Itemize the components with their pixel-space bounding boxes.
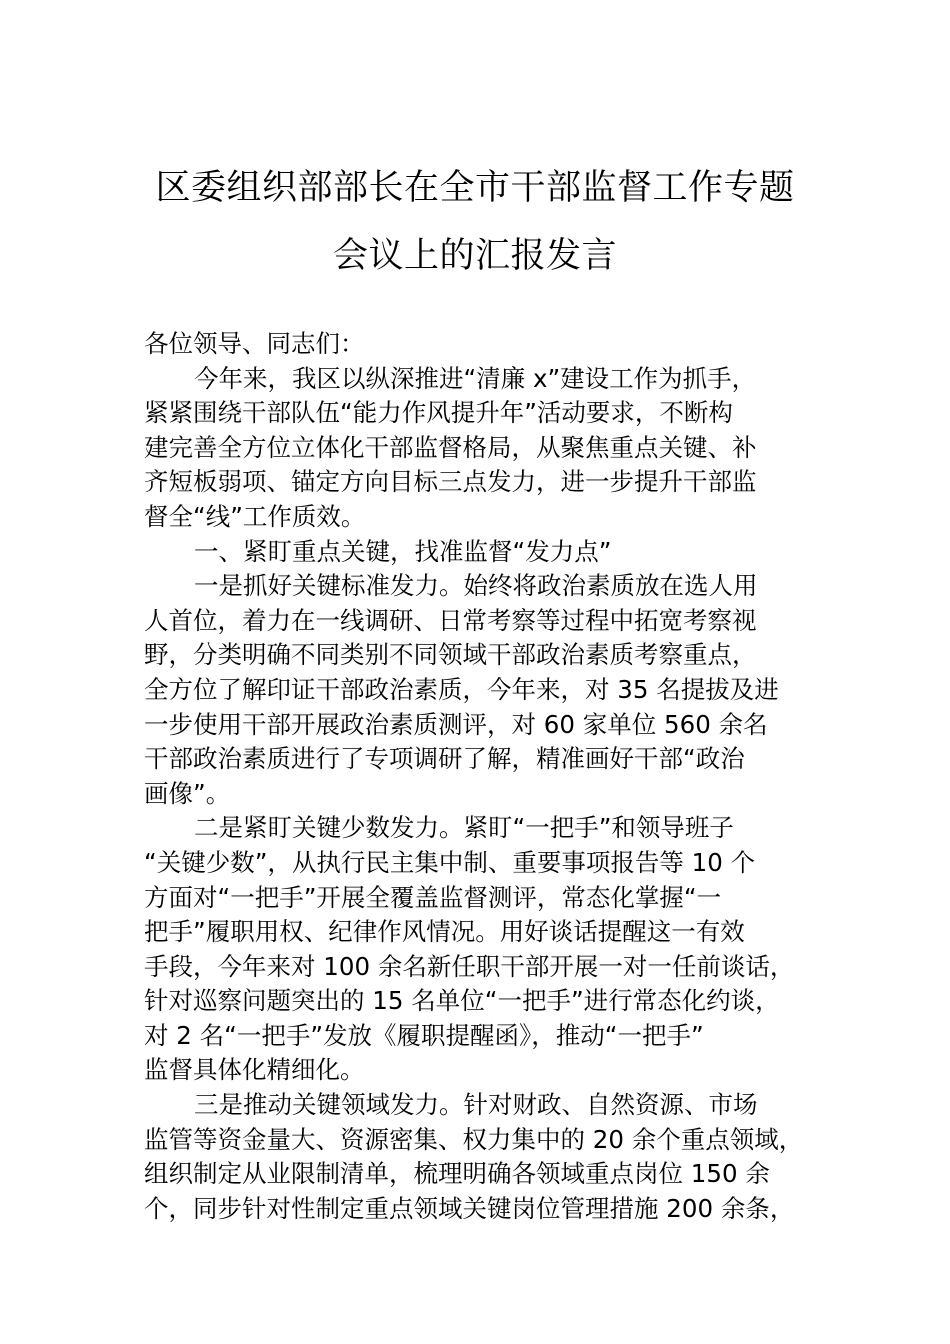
paragraph-intro-line: 今年来，我区以纵深推进“清廉 x”建设工作为抓手， [194, 363, 757, 393]
paragraph-2-line: 手段，今年来对 100 余名新任职干部开展一对一任前谈话， [144, 951, 795, 981]
paragraph-2-line: 方面对“一把手”开展全覆盖监督测评，常态化掌握“一 [144, 882, 722, 912]
paragraph-intro-line: 建完善全方位立体化干部监督格局，从聚焦重点关键、补 [144, 432, 757, 462]
paragraph-3-line: 监管等资金量大、资源密集、权力集中的 20 余个重点领域， [144, 1124, 804, 1154]
paragraph-2-line: 监督具体化精细化。 [144, 1055, 365, 1085]
paragraph-1-line: 人首位，着力在一线调研、日常考察等过程中拓宽考察视 [144, 605, 757, 635]
paragraph-intro-line: 督全“线”工作质效。 [144, 501, 366, 531]
paragraph-1-line: 全方位了解印证干部政治素质，今年来，对 35 名提拔及进 [144, 674, 779, 704]
paragraph-3-line: 个，同步针对性制定重点领域关键岗位管理措施 200 余条， [144, 1193, 795, 1223]
salutation: 各位领导、同志们： [144, 329, 365, 358]
paragraph-1-line: 野，分类明确不同类别不同领域干部政治素质考察重点， [144, 640, 757, 670]
paragraph-2-line: 二是紧盯关键少数发力。紧盯“一把手”和领导班子 [194, 813, 734, 843]
paragraph-2-line: 把手”履职用权、纪律作风情况。用好谈话提醒这一有效 [144, 917, 745, 947]
document-title-line-1: 区委组织部部长在全市干部监督工作专题 [155, 168, 795, 208]
paragraph-1-line: 画像”。 [144, 778, 231, 808]
document-title-line-2: 会议上的汇报发言 [332, 236, 617, 276]
document-body [144, 327, 834, 1226]
paragraph-2-line: 对 2 名“一把手”发放《履职提醒函》，推动“一把手” [144, 1020, 704, 1050]
paragraph-intro-line: 紧紧围绕干部队伍“能力作风提升年”活动要求，不断构 [144, 398, 733, 428]
paragraph-3-line: 三是推动关键领域发力。针对财政、自然资源、市场 [194, 1090, 758, 1120]
paragraph-2-line: 针对巡察问题突出的 15 名单位“一把手”进行常态化约谈， [144, 986, 780, 1016]
paragraph-intro-line: 齐短板弱项、锚定方向目标三点发力，进一步提升干部监 [144, 467, 757, 497]
paragraph-2-line: “关键少数”，从执行民主集中制、重要事项报告等 10 个 [144, 847, 756, 877]
paragraph-1-line: 一是抓好关键标准发力。始终将政治素质放在选人用 [194, 571, 758, 601]
section-heading: 一、紧盯重点关键，找准监督“发力点” [194, 536, 612, 566]
paragraph-3-line: 组织制定从业限制清单，梳理明确各领域重点岗位 150 余 [144, 1159, 770, 1189]
paragraph-1-line: 一步使用干部开展政治素质测评，对 60 家单位 560 余名 [144, 709, 768, 739]
paragraph-1-line: 干部政治素质进行了专项调研了解，精准画好干部“政治 [144, 744, 745, 774]
